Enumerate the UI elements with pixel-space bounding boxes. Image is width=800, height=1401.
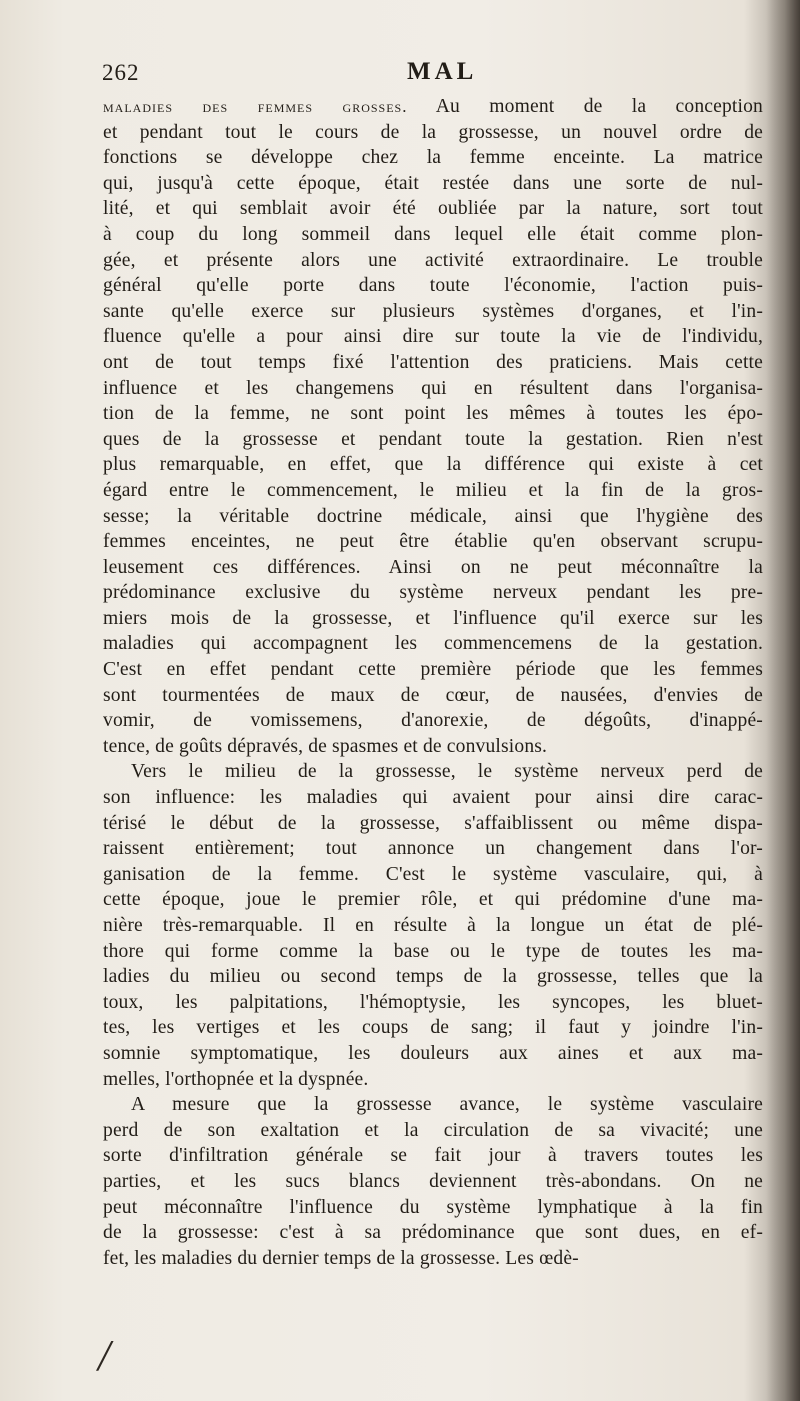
text-line (103, 222, 763, 248)
margin-mark: / (98, 1331, 111, 1380)
line-text: de la grossesse: c'est à sa prédominance que sont dues, en ef- (103, 1222, 763, 1244)
text-line (103, 683, 763, 709)
line-text: à coup du long sommeil dans lequel elle était comme plon- (103, 223, 763, 245)
line-text: Au moment de la conception (407, 96, 764, 117)
line-text: peut méconnaître l'influence du système lymphatique à la fin (103, 1196, 763, 1218)
text-line (103, 887, 763, 913)
text-line (103, 427, 763, 453)
line-text: général qu'elle porte dans toute l'économie, l'action puis- (103, 275, 763, 297)
text-line (103, 1143, 763, 1169)
text-line (103, 1041, 763, 1067)
line-text: sont tourmentées de maux de cœur, de nausées, d'envies de (103, 684, 763, 706)
text-line (103, 1118, 763, 1144)
text-line (103, 759, 763, 785)
line-text: térisé le début de la grossesse, s'affaiblissent ou même dispa- (103, 812, 763, 834)
text-line (103, 324, 763, 350)
text-line (103, 606, 763, 632)
text-line (103, 478, 763, 504)
running-title: MAL (407, 58, 478, 85)
line-text: melles, l'orthopnée et la dyspnée. (103, 1068, 369, 1090)
line-text: sante qu'elle exerce sur plusieurs systèmes d'organes, et l'in- (103, 300, 763, 322)
text-line (103, 504, 763, 530)
line-text: lité, et qui semblait avoir été oubliée par la nature, sort tout (103, 198, 763, 220)
text-line (103, 913, 763, 939)
text-line (103, 1092, 763, 1118)
text-line (103, 171, 763, 197)
line-text: somnie symptomatique, les douleurs aux aines et aux ma- (103, 1042, 763, 1064)
line-text: influence et les changemens qui en résultent dans l'organisa- (103, 377, 763, 399)
line-text: raissent entièrement; tout annonce un changement dans l'or- (103, 838, 763, 860)
text-line (103, 939, 763, 965)
text-line (103, 1067, 763, 1093)
text-line (103, 708, 763, 734)
text-line (103, 248, 763, 274)
text-line (103, 1015, 763, 1041)
line-text: ont de tout temps fixé l'attention des praticiens. Mais cette (103, 351, 763, 373)
line-text: fet, les maladies du dernier temps de la grossesse. Les œdè- (103, 1247, 579, 1269)
line-text: fonctions se développe chez la femme enceinte. La matrice (103, 147, 763, 169)
body-text (103, 94, 763, 1271)
text-line (103, 145, 763, 171)
text-line (103, 811, 763, 837)
text-line (103, 1246, 763, 1272)
line-text: son influence: les maladies qui avaient pour ainsi dire carac- (103, 787, 763, 809)
text-line (103, 273, 763, 299)
line-text: C'est en effet pendant cette première période que les femmes (103, 659, 763, 681)
text-line (103, 94, 763, 120)
text-line (103, 1220, 763, 1246)
line-text: vomir, de vomissemens, d'anorexie, de dégoûts, d'inappé- (103, 710, 763, 732)
line-text: Vers le milieu de la grossesse, le système nerveux perd de (131, 761, 763, 783)
line-text: miers mois de la grossesse, et l'influence qu'il exerce sur les (103, 607, 763, 629)
line-text: femmes enceintes, ne peut être établie qu'en observant scrupu- (103, 531, 763, 553)
line-text: A mesure que la grossesse avance, le système vasculaire (131, 1094, 763, 1116)
line-text: toux, les palpitations, l'hémoptysie, les syncopes, les bluet- (103, 991, 763, 1013)
line-text: parties, et les sucs blancs deviennent très-abondans. On ne (103, 1170, 763, 1192)
line-text: tion de la femme, ne sont point les mêmes à toutes les épo- (103, 403, 763, 425)
text-line (103, 1195, 763, 1221)
line-text: et pendant tout le cours de la grossesse, un nouvel ordre de (103, 121, 763, 143)
text-line (103, 196, 763, 222)
text-line (103, 376, 763, 402)
line-text: cette époque, joue le premier rôle, et qui prédomine d'une ma- (103, 889, 763, 911)
text-line (103, 631, 763, 657)
text-line (103, 990, 763, 1016)
line-text: ques de la grossesse et pendant toute la gestation. Rien n'est (103, 428, 763, 450)
text-line (103, 657, 763, 683)
line-text: tes, les vertiges et les coups de sang; il faut y joindre l'in- (103, 1017, 763, 1039)
line-text: tence, de goûts dépravés, de spasmes et de convulsions. (103, 735, 548, 757)
text-line (103, 1169, 763, 1195)
line-text: thore qui forme comme la base ou le type de toutes les ma- (103, 940, 763, 962)
text-line (103, 555, 763, 581)
line-text: plus remarquable, en effet, que la différence qui existe à cet (103, 454, 763, 476)
text-line (103, 350, 763, 376)
text-line (103, 120, 763, 146)
line-text: qui, jusqu'à cette époque, était restée dans une sorte de nul- (103, 172, 763, 194)
line-text: prédominance exclusive du système nerveux pendant les pre- (103, 582, 763, 604)
text-line (103, 401, 763, 427)
text-line (103, 862, 763, 888)
text-line (103, 580, 763, 606)
line-text: gée, et présente alors une activité extraordinaire. Le trouble (103, 249, 763, 271)
line-text: nière très-remarquable. Il en résulte à la longue un état de plé- (103, 915, 763, 936)
text-line (103, 299, 763, 325)
page-number: 262 (102, 60, 140, 85)
section-heading: maladies des femmes grosses. (103, 97, 408, 116)
line-text: égard entre le commencement, le milieu et la fin de la gros- (103, 479, 763, 501)
line-text: leusement ces différences. Ainsi on ne peut méconnaître la (103, 556, 763, 578)
text-line (103, 785, 763, 811)
line-text: perd de son exaltation et la circulation de sa vivacité; une (103, 1119, 763, 1141)
line-text: sorte d'infiltration générale se fait jour à travers toutes les (103, 1145, 763, 1167)
text-line (103, 452, 763, 478)
line-text: ladies du milieu ou second temps de la grossesse, telles que la (103, 966, 763, 988)
page-gutter-shadow (766, 0, 800, 1401)
line-text: sesse; la véritable doctrine médicale, ainsi que l'hygiène des (103, 505, 763, 527)
line-text: maladies qui accompagnent les commencemens de la gestation. (103, 633, 763, 655)
text-line (103, 734, 763, 760)
text-line (103, 964, 763, 990)
line-text: ganisation de la femme. C'est le système vasculaire, qui, à (103, 863, 763, 885)
line-text: fluence qu'elle a pour ainsi dire sur toute la vie de l'individu, (103, 326, 763, 348)
page-header (102, 58, 762, 92)
text-line (103, 836, 763, 862)
text-line (103, 529, 763, 555)
